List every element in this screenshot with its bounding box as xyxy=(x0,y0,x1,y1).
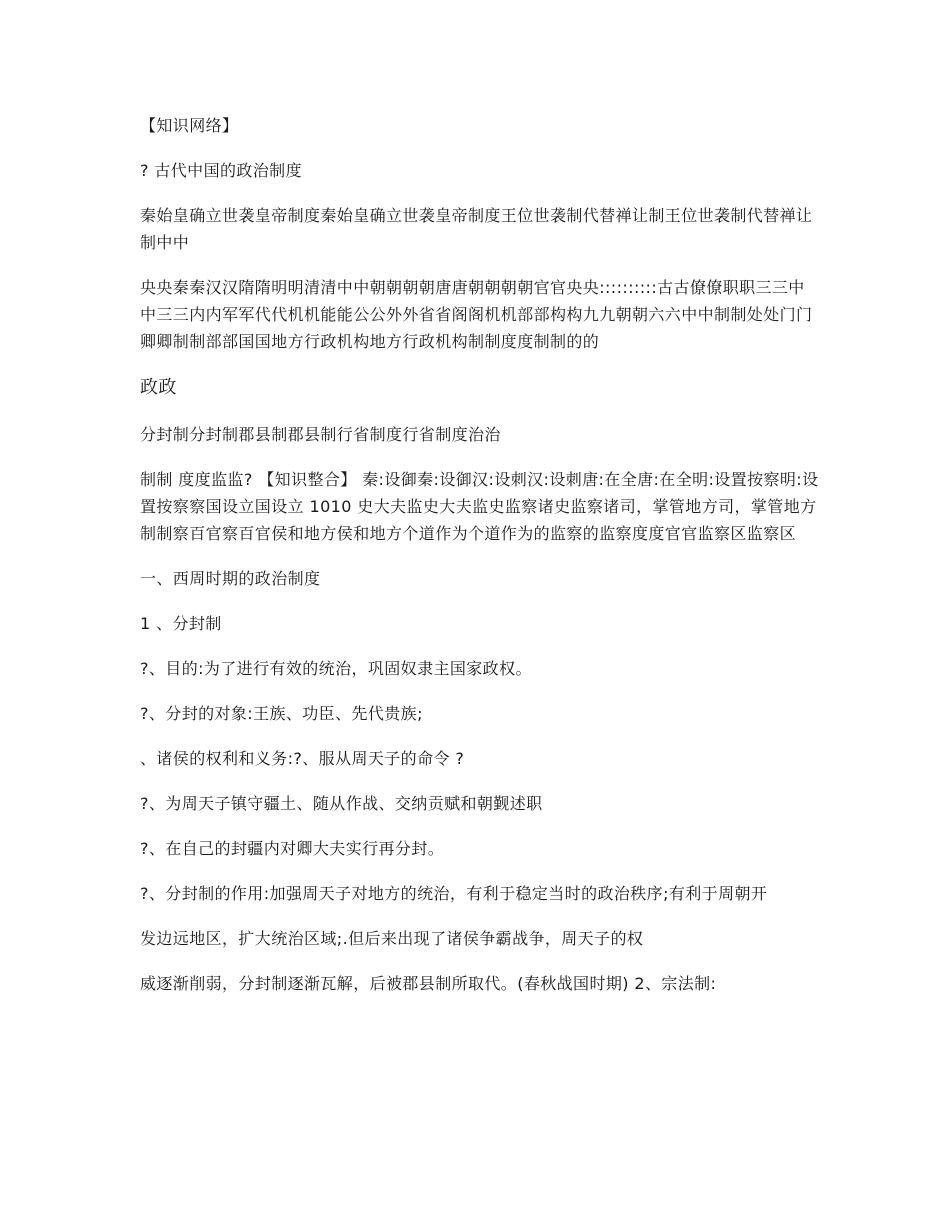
list-item: ?、为周天子镇守疆土、随从作战、交纳贡赋和朝觐述职 xyxy=(140,794,543,813)
paragraph: 央央秦秦汉汉隋隋明明清清中中朝朝朝朝唐唐朝朝朝朝官官央央::::::::::古古僚僚职职三三中中三三内内军军代代机机能能公公外外省省阁阁机机部部构构九九朝朝六六中中制制处处门门卿卿制制部部国国地方行政机构地方行政机构制制度度制制的的 xyxy=(140,278,813,351)
topic-heading: ? 古代中国的政治制度 xyxy=(140,161,302,180)
section-heading-western-zhou: 一、西周时期的政治制度 xyxy=(140,569,321,588)
paragraph: 制制 度度监监? 【知识整合】 秦:设御秦:设御汉:设刺汉:设刺唐:在全唐:在全明:设置按察明:设置按察察国设立国设立 1010 史大夫监史大夫监史监察诸史监察诸司，掌管地方司，掌管地方制制察百官察百官侯和地方侯和地方个道作为个道作为的监察的监察度度官官监察区监察区 xyxy=(140,470,819,543)
list-item: ?、分封制的作用:加强周天子对地方的统治，有利于稳定当时的政治秩序;有利于周朝开 xyxy=(140,884,768,903)
list-item: ?、在自己的封疆内对卿大夫实行再分封。 xyxy=(140,839,445,858)
section-heading-knowledge-network: 【知识网络】 xyxy=(140,116,239,135)
subsection-heading-fengjian: 1 、分封制 xyxy=(140,614,222,633)
paragraph: 政政 xyxy=(140,377,177,398)
paragraph: 发边远地区，扩大统治区域;.但后来出现了诸侯争霸战争，周天子的权 xyxy=(140,929,644,948)
paragraph: 威逐渐削弱，分封制逐渐瓦解，后被郡县制所取代。(春秋战国时期) 2、宗法制: xyxy=(140,974,717,993)
document-body xyxy=(140,112,820,1015)
paragraph: 分封制分封制郡县制郡县制行省制度行省制度治治 xyxy=(140,425,501,444)
list-item: ?、分封的对象:王族、功臣、先代贵族; xyxy=(140,704,423,723)
list-item: ?、目的:为了进行有效的统治，巩固奴隶主国家政权。 xyxy=(140,659,532,678)
paragraph: 秦始皇确立世袭皇帝制度秦始皇确立世袭皇帝制度王位世袭制代替禅让制王位世袭制代替禅让制中中 xyxy=(140,206,813,252)
list-item: 、诸侯的权利和义务:?、服从周天子的命令 ? xyxy=(140,749,465,768)
